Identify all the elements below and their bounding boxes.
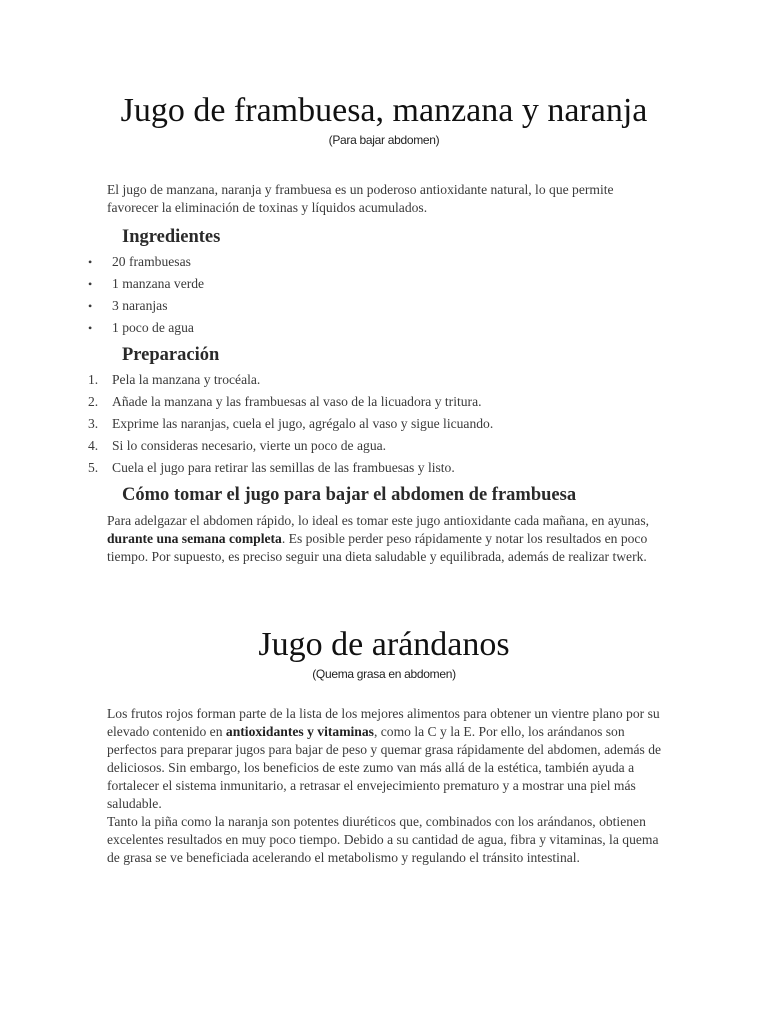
bullet-icon: • xyxy=(88,321,93,335)
bullet-icon: • xyxy=(88,255,93,269)
step-number: 1. xyxy=(88,372,99,387)
bold-emphasis: durante una semana completa xyxy=(107,531,282,546)
arandanos-paragraph-1: Los frutos rojos forman parte de la lista de los mejores alimentos para obtener un vientre plano por su elevado contenido en antioxidantes y vitaminas, como la C y la E. Por ello, los arándanos son perfectos para preparar jugos para bajar de peso y quemar grasa rápidamente del abdomen, además de deliciosos. Sin embargo, los beneficios de este zumo van más allá de la estética, también ayuda a fortalecer el sistema inmunitario, a retrasar el envejecimiento prematuro y a mostrar una piel más saludable. Tanto la piña como la naranja son potentes diuréticos que, combinados con los arándanos, obtienen excelentes resultados en muy poco tiempo. Debido a su cantidad de agua, fibra y vitaminas, la quema de grasa se ve beneficiada acelerando el metabolismo y regulando el tránsito intestinal. xyxy=(107,706,662,865)
recipe-subtitle-arandanos: (Quema grasa en abdomen) xyxy=(312,667,456,681)
step-number: 4. xyxy=(88,438,99,453)
howto-heading: Cómo tomar el jugo para bajar el abdomen de frambuesa xyxy=(122,485,577,505)
howto-paragraph: Para adelgazar el abdomen rápido, lo ideal es tomar este jugo antioxidante cada mañana, en ayunas, durante una semana completa. Es posible perder peso rápidamente y notar los resultados en poco tiempo. Por supuesto, es preciso seguir una dieta saludable y equilibrada, además de realizar twerk. xyxy=(107,513,650,564)
ingredients-heading: Ingredientes xyxy=(122,227,221,247)
recipe-title-arandanos: Jugo de arándanos xyxy=(258,626,510,663)
intro-paragraph: El jugo de manzana, naranja y frambuesa es un poderoso antioxidante natural, lo que permite favorecer la eliminación de toxinas y líquidos acumulados. xyxy=(107,182,614,215)
bullet-icon: • xyxy=(88,299,93,313)
bullet-icon: • xyxy=(88,277,93,291)
document-page: Jugo de frambuesa, manzana y naranja (Para bajar abdomen) El jugo de manzana, naranja y frambuesa es un poderoso antioxidante natural, lo que permite favorecer la eliminación de toxinas y líquidos acumulados. Ingredientes • 20 frambuesas • 1 manzana verde • 3 naranjas • 1 poco de agua Preparación 1. Pela la manzana y trocéala. 2. Añade la manzana y las frambuesas al vaso de la licuadora y tritura. 3. Exprime las naranjas, cuela el jugo, agrégalo al vaso y sigue licuando. 4. Si lo consideras necesario, vierte un poco de agua. 5. Cuela el jugo para retirar las semillas de las frambuesas y listo. Cómo tomar el jugo para bajar el abdomen de frambuesa Para adelgazar el abdomen rápido, lo ideal es tomar este jugo antioxidante cada mañana, en ayunas, durante una semana completa. Es posible perder peso rápidamente y notar los resultados en poco tiempo. Por supuesto, es preciso seguir una dieta saludable y equilibrada, además de realizar twerk. Jugo de arándanos (Quema grasa en abdomen) Los frutos rojos forman parte de la lista de los mejores alimentos para obtener un vientre plano por su elevado contenido en antioxidantes y vitaminas, como la C y la E. Por ello, los arándanos son perfectos para preparar jugos para bajar de peso y quemar grasa rápidamente del abdomen, además de deliciosos. Sin embargo, los beneficios de este zumo van más allá de la estética, también ayuda a fortalecer el sistema inmunitario, a retrasar el envejecimiento prematuro y a mostrar una piel más saludable. Tanto la piña como la naranja son potentes diuréticos que, combinados con los arándanos, obtienen excelentes resultados en muy poco tiempo. Debido a su cantidad de agua, fibra y vitaminas, la quema de grasa se ve beneficiada acelerando el metabolismo y regulando el tránsito intestinal. xyxy=(0,0,768,1024)
bold-emphasis: antioxidantes y vitaminas xyxy=(225,724,374,739)
preparation-heading: Preparación xyxy=(122,345,220,365)
arandanos-paragraph-2: Tanto la piña como la naranja son potentes diuréticos que, combinados con los arándanos, obtienen excelentes resultados en muy poco tiempo. Debido a su cantidad de agua, fibra y vitaminas, la quema de grasa se ve beneficiada acelerando el metabolismo y regulando el tránsito intestinal. xyxy=(107,814,659,865)
step-number: 2. xyxy=(88,394,99,409)
recipe-title-frambuesa: Jugo de frambuesa, manzana y naranja xyxy=(120,92,648,129)
step-number: 3. xyxy=(88,416,99,431)
recipe-subtitle-frambuesa: (Para bajar abdomen) xyxy=(328,133,440,147)
step-number: 5. xyxy=(88,460,99,475)
